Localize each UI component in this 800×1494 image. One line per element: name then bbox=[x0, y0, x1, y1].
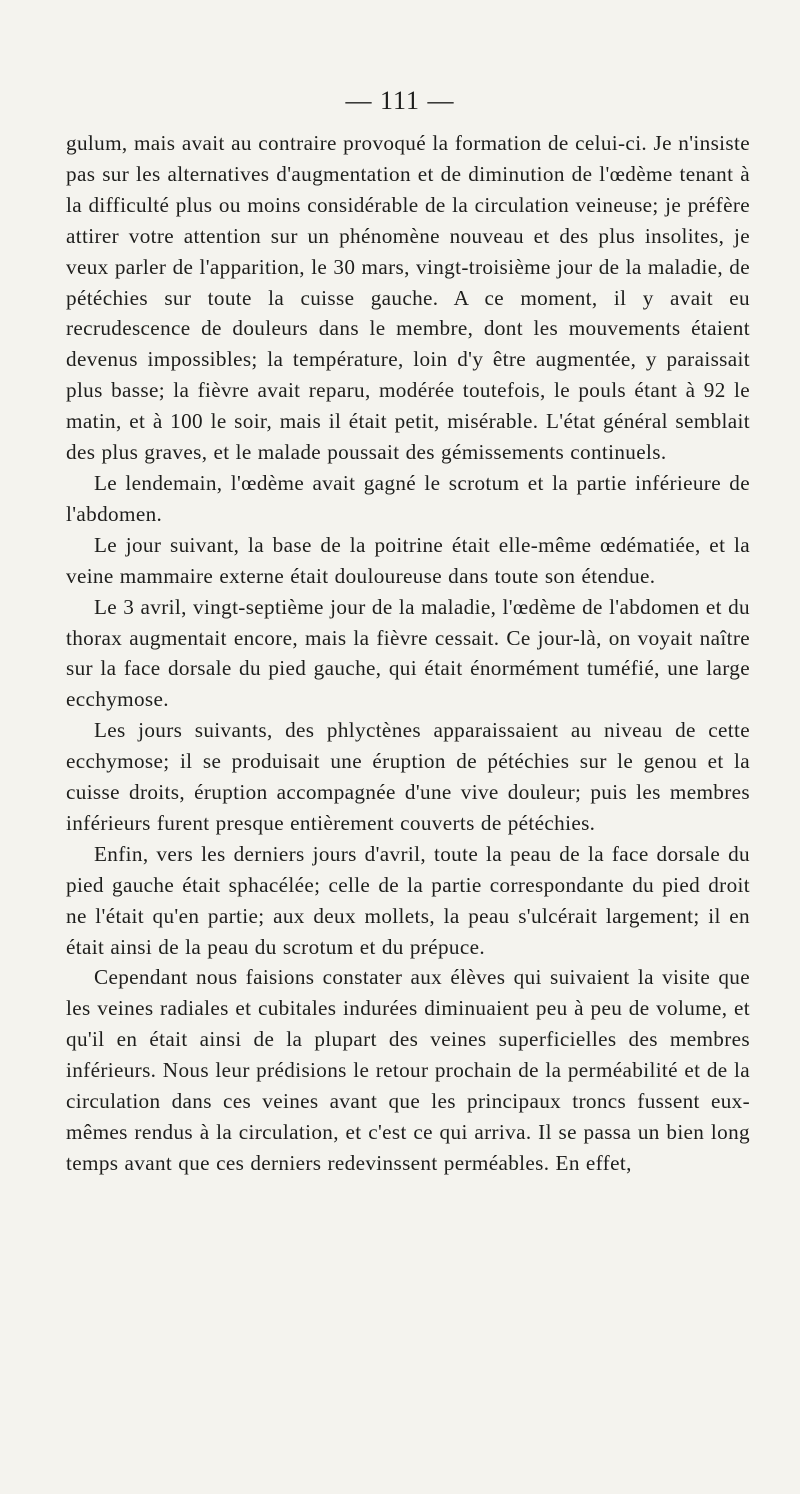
paragraph: Le 3 avril, vingt-septième jour de la maladie, l'œdème de l'abdomen et du thorax augmentait encore, mais la fièvre cessait. Ce jour-là, on voyait naître sur la face dorsale du pied gauche, qui était énormément tuméfié, une large ecchymose. bbox=[66, 594, 750, 712]
paragraph: Cependant nous faisions constater aux élèves qui suivaient la visite que les veines radiales et cubitales indurées diminuaient peu à peu de volume, et qu'il en était ainsi de la plupart des veines superficielles des membres inférieurs. Nous leur prédisions le retour prochain de la perméabilité et de la circulation dans ces veines avant que les principaux troncs fussent eux-mêmes rendus à la circulation, et c'est ce qui arriva. Il se passa un bien long temps avant que ces derniers redevinssent perméables. En effet, bbox=[66, 965, 750, 1175]
paragraph: Les jours suivants, des phlyctènes apparaissaient au niveau de cette ecchymose; il se produisait une éruption de pétéchies sur le genou et la cuisse droits, éruption accompagnée d'une vive douleur; puis les membres inférieurs furent presque entièrement couverts de pétéchies. bbox=[66, 718, 750, 835]
body-text bbox=[66, 128, 750, 1179]
paragraph: Le jour suivant, la base de la poitrine était elle-même œdématiée, et la veine mammaire externe était douloureuse dans toute son étendue. bbox=[66, 532, 750, 588]
paragraph: Enfin, vers les derniers jours d'avril, toute la peau de la face dorsale du pied gauche était sphacélée; celle de la partie correspondante du pied droit ne l'était qu'en partie; aux deux mollets, la peau s'ulcérait largement; il en était ainsi de la peau du scrotum et du prépuce. bbox=[66, 841, 750, 959]
page-number: — 111 — bbox=[345, 86, 455, 115]
paragraph-continued: gulum, mais avait au contraire provoqué la formation de celui-ci. Je n'insiste pas sur les alternatives d'augmentation et de diminution de l'œdème tenant à la difficulté plus ou moins considérable de la circulation veineuse; je préfère attirer votre attention sur un phénomène nouveau et des plus insolites, je veux parler de l'apparition, le 30 mars, vingt-troisième jour de la maladie, de pétéchies sur toute la cuisse gauche. A ce moment, il y avait eu recrudescence de douleurs dans le membre, dont les mouvements étaient devenus impossibles; la température, loin d'y être augmentée, y paraissait plus basse; la fièvre avait reparu, modérée toutefois, le pouls étant à 92 le matin, et à 100 le soir, mais il était petit, misérable. L'état général semblait des plus graves, et le malade poussait des gémissements continuels. bbox=[66, 131, 750, 465]
paragraph: Le lendemain, l'œdème avait gagné le scrotum et la partie inférieure de l'abdomen. bbox=[66, 470, 750, 526]
